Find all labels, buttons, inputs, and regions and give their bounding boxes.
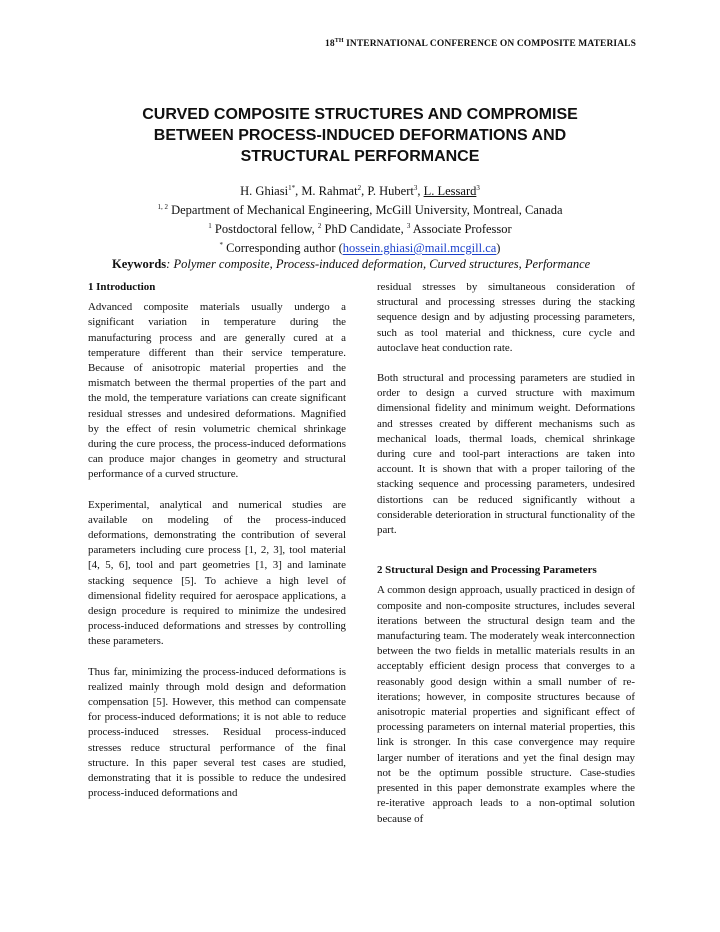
role3-text: Associate Professor — [410, 222, 512, 237]
role1-text: Postdoctoral fellow, — [211, 222, 318, 237]
author-list: H. Ghiasi$^{1*}$, M. Rahmat$^2$, P. Hubert$^3$, L. Lessard$^3$ — [240, 184, 480, 199]
header-ordinal: TH — [334, 38, 344, 44]
title-line-1: CURVED COMPOSITE STRUCTURES AND COMPROMISE — [142, 106, 578, 123]
paragraph: A common design approach, usually practiced in design of composite and non-composite structures, includes several iterations between the structural design team and the manufacturing team. The moderately weak interconnection between the two fields in metallic materials results in an acceptably efficient design process that converges to a reasonably good design within a small number of re-iterations; however, in composite structures because of anisotropic material properties and significant effect of processing parameters on internal material properties, this link is stronger. In this case convergence may require larger number of iterations and yet the final design may not be the optimum possible structure. Case-studies presented in this paper demonstrate examples where the re-iterative approach leads to a non-optimal solution because of — [377, 584, 635, 825]
corresponding-email-link[interactable]: hossein.ghiasi@mail.mcgill.ca — [342, 241, 497, 256]
dept-text: Department of Mechanical Engineering, McGill University, Montreal, Canada — [167, 203, 563, 218]
header-text: INTERNATIONAL CONFERENCE ON COMPOSITE MATERIALS — [343, 39, 636, 50]
keywords-text: : Polymer composite, Process-induced deformation, Curved structures, Performance — [166, 257, 591, 271]
affiliation-department — [40, 199, 680, 218]
author-lessard: L. Lessard — [423, 184, 477, 199]
author-rahmat: M. Rahmat — [301, 184, 358, 199]
paragraph: Experimental, analytical and numerical studies are available on modeling of the process-induced deformations, demonstrating the contribution of several parameters including cure process [1, 2, 3], tool material [4, 5, 6], tool and part geometries [1, 3] and laminate stacking sequence [5]. To achieve a high level of dimensional fidelity required for aerospace applications, a design procedure is required to minimize the undesired process-induced deformations and stresses by controlling these parameters. — [88, 498, 346, 648]
author-hubert-sup: 3 — [413, 184, 418, 192]
affiliation-roles — [40, 218, 680, 237]
corr-sup: * — [219, 241, 224, 250]
paragraph: Both structural and processing parameters are studied in order to design a curved structure with maximum dimensional fidelity and minimum weight. Deformations and stresses created by different mechanisms such as mechanical loads, thermal loads, chemical shrinkage during cure and tool-part interactions are taken into account. It is shown that with a proper tailoring of the stacking sequence and processing parameters, undesired distortions can be reduced significantly without a considerable deterioration in structural functionality of the part. — [377, 372, 635, 537]
keywords-label: Keywords — [112, 257, 167, 271]
title-line-3: STRUCTURAL PERFORMANCE — [240, 148, 480, 165]
header-number: 18 — [325, 39, 335, 50]
corr-text: Corresponding author ( — [223, 241, 343, 256]
left-column — [88, 280, 346, 802]
keywords-line — [112, 257, 590, 272]
paragraph: Thus far, minimizing the process-induced deformations is realized mainly through mold design and deformation compensation [5]. However, this method can compensate for process-induced deformations; it is not able to reduce process-induced stresses. Residual process-induced stresses reduce structural performance of the final structure. In this paper several test cases are studied, demonstrating that it is possible to reduce the undesired process-induced deformations and — [88, 665, 346, 800]
section-heading-structural-design: 2 Structural Design and Processing Parameters — [377, 564, 597, 577]
corr-end: ) — [496, 241, 501, 256]
corresponding-author — [40, 237, 680, 256]
author-ghiasi: H. Ghiasi — [240, 184, 289, 199]
role3-sup: 3 — [406, 222, 411, 231]
role1-sup: 1 — [208, 222, 212, 231]
role2-sup: 2 — [317, 222, 322, 231]
author-ghiasi-sup: 1* — [288, 184, 296, 192]
right-column — [377, 280, 635, 827]
title-line-2: BETWEEN PROCESS-INDUCED DEFORMATIONS AND — [153, 127, 567, 144]
author-rahmat-sup: 2 — [357, 184, 362, 192]
section-heading-introduction: 1 Introduction — [88, 281, 156, 293]
conference-header — [0, 38, 720, 49]
author-block — [40, 180, 680, 257]
paragraph: Advanced composite materials usually undergo a significant variation in temperature during the manufacturing process and are generally cured at a temperature different than their service temperature. Because of anisotropic material properties and the mismatch between the thermal properties of the part and the mold, the temperature variations can create significant residual stresses and undesired deformations. Magnified by the effect of resin volumetric chemical shrinkage during the cure process, the process-induced deformations can produce major changes in geometry and structural performance of a curved structure. — [88, 301, 346, 481]
author-hubert: P. Hubert — [367, 184, 414, 199]
paragraph: residual stresses by simultaneous consideration of structural and processing stresses during the stacking sequence design and by adjusting processing parameters, such as tool material and thickness, cure cycle and autoclave heat conduction rate. — [377, 281, 635, 354]
author-lessard-sup: 3 — [476, 184, 480, 192]
paper-title — [80, 104, 640, 167]
role2-text: PhD Candidate, — [321, 222, 407, 237]
dept-sup: 1, 2 — [157, 203, 168, 212]
